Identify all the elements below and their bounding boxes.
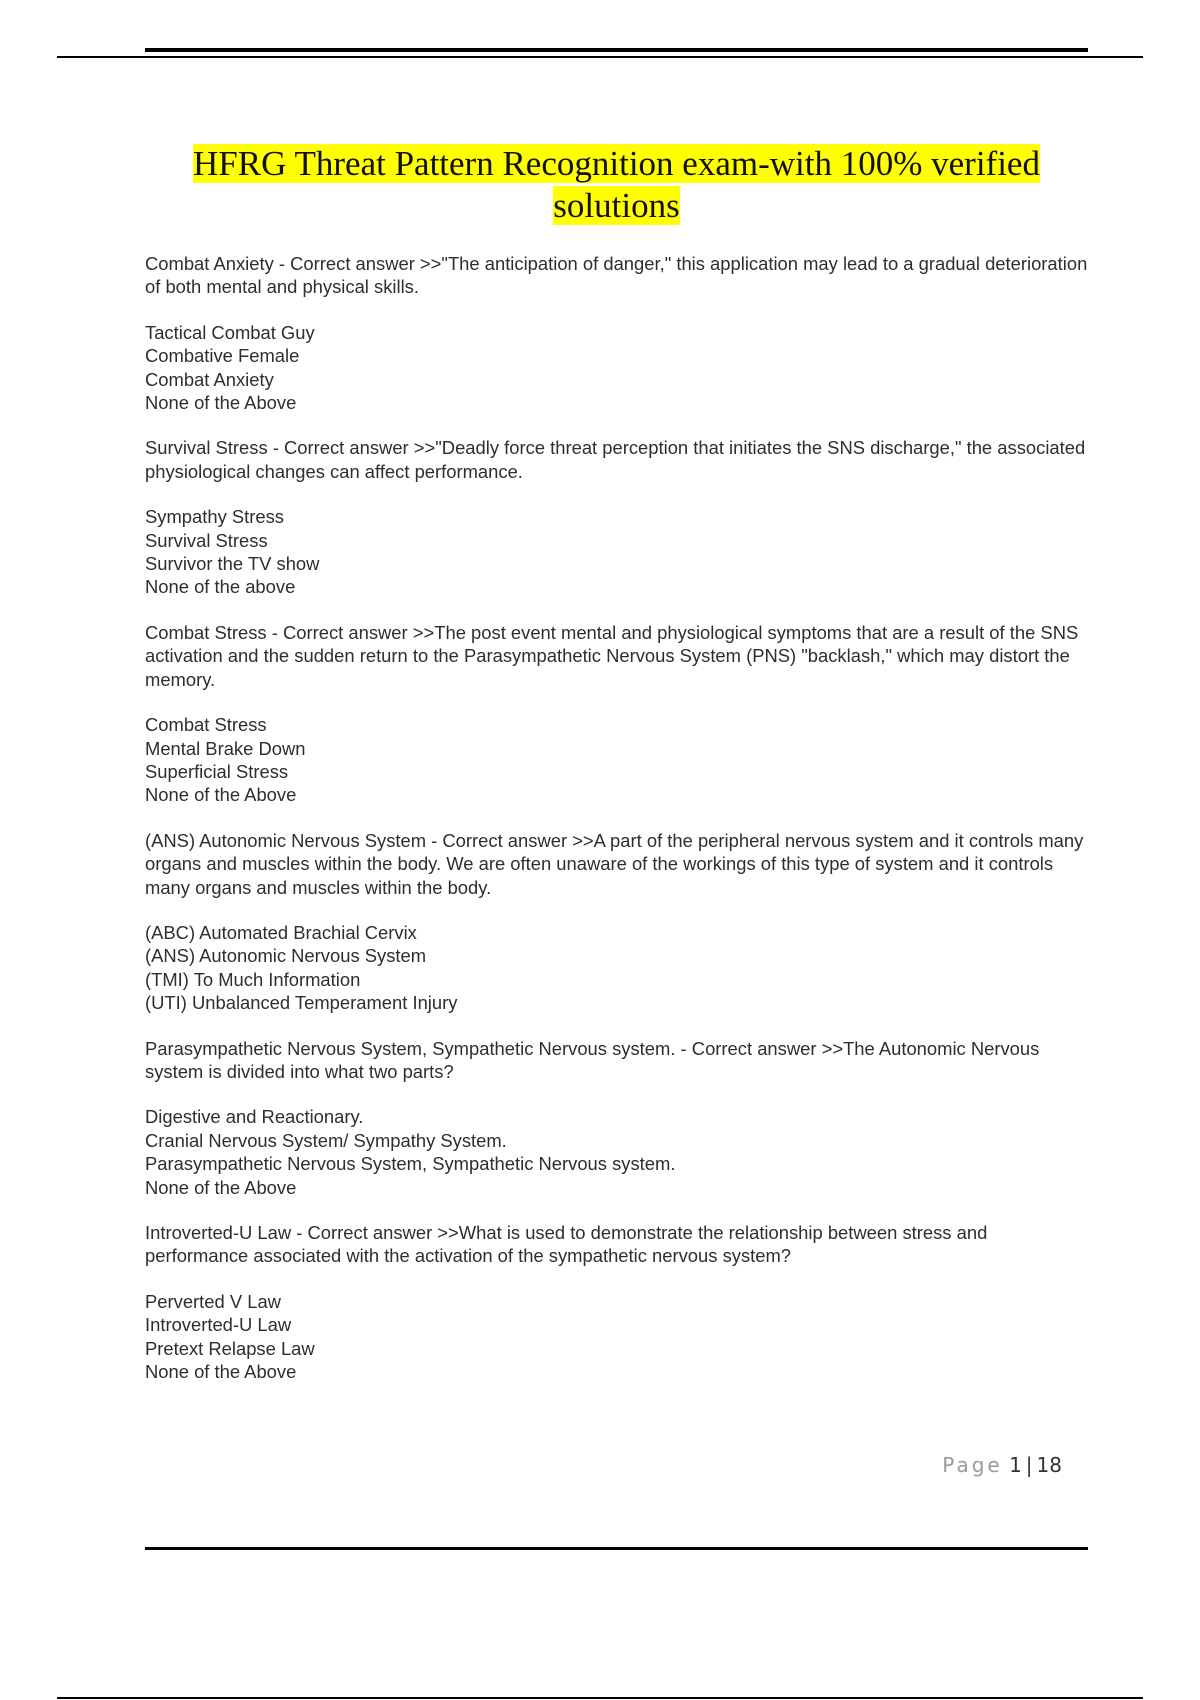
answer-option: Superficial Stress <box>145 760 289 782</box>
answer-option: Mental Brake Down <box>145 737 306 759</box>
question-text: Combat Anxiety - Correct answer >>"The anticipation of danger," this application may lead to a gradual deterioration of both mental and physical skills. <box>145 253 1088 298</box>
page-footer <box>942 1453 1062 1477</box>
question-block <box>145 621 1095 807</box>
question-block <box>145 1037 1095 1199</box>
answer-option: Combat Anxiety <box>145 368 274 390</box>
top-rule-thin <box>57 56 1143 58</box>
page-total: 18 <box>1036 1453 1062 1477</box>
document-title <box>145 143 1088 227</box>
answer-option: (ANS) Autonomic Nervous System <box>145 945 427 967</box>
answer-option: None of the Above <box>145 1361 297 1383</box>
answer-option: Perverted V Law <box>145 1290 281 1312</box>
answer-option: None of the Above <box>145 784 297 806</box>
answer-options <box>145 713 1095 807</box>
answer-option: (UTI) Unbalanced Temperament Injury <box>145 992 458 1014</box>
answer-option: Survival Stress <box>145 529 268 551</box>
answer-options <box>145 921 1095 1015</box>
answer-option: (TMI) To Much Information <box>145 968 361 990</box>
answer-option: Combat Stress <box>145 714 267 736</box>
answer-option: Tactical Combat Guy <box>145 321 315 343</box>
page-label: Page <box>942 1453 1003 1477</box>
answer-option: Digestive and Reactionary. <box>145 1106 364 1128</box>
answer-options <box>145 1290 1095 1384</box>
title-line-2: solutions <box>553 186 680 225</box>
answer-options <box>145 321 1095 415</box>
answer-option: Sympathy Stress <box>145 506 284 528</box>
question-text: Introverted-U Law - Correct answer >>What is used to demonstrate the relationship between stress and performance associated with the activation of the sympathetic nervous system? <box>145 1222 988 1267</box>
answer-option: Survivor the TV show <box>145 553 320 575</box>
answer-option: Introverted-U Law <box>145 1314 292 1336</box>
answer-option: Pretext Relapse Law <box>145 1337 315 1359</box>
answer-option: None of the Above <box>145 392 297 414</box>
question-list <box>145 252 1095 1405</box>
answer-option: Parasympathetic Nervous System, Sympathetic Nervous system. <box>145 1153 676 1175</box>
answer-option: None of the above <box>145 576 296 598</box>
page-separator: | <box>1025 1453 1033 1477</box>
title-line-1: HFRG Threat Pattern Recognition exam-with 100% verified <box>193 144 1040 183</box>
answer-option: (ABC) Automated Brachial Cervix <box>145 921 417 943</box>
question-block <box>145 252 1095 414</box>
bottom-rule-thick <box>145 1547 1088 1550</box>
top-rule-thick <box>145 48 1088 52</box>
question-block <box>145 1221 1095 1383</box>
bottom-rule-thin <box>57 1697 1143 1699</box>
question-block <box>145 436 1095 598</box>
page-number: 1 <box>1009 1453 1022 1477</box>
answer-option: None of the Above <box>145 1176 297 1198</box>
question-text: Survival Stress - Correct answer >>"Deadly force threat perception that initiates the SNS discharge," the associated physiological changes can affect performance. <box>145 437 1086 482</box>
answer-option: Cranial Nervous System/ Sympathy System. <box>145 1129 507 1151</box>
question-text: (ANS) Autonomic Nervous System - Correct answer >>A part of the peripheral nervous system and it controls many organs and muscles within the body. We are often unaware of the workings of this type of system and it controls many organs and muscles within the body. <box>145 829 1084 898</box>
answer-options <box>145 505 1095 599</box>
question-block <box>145 829 1095 1015</box>
question-text: Parasympathetic Nervous System, Sympathetic Nervous system. - Correct answer >>The Autonomic Nervous system is divided into what two parts? <box>145 1037 1040 1082</box>
question-text: Combat Stress - Correct answer >>The post event mental and physiological symptoms that are a result of the SNS activation and the sudden return to the Parasympathetic Nervous System (PNS) "backlash," which may distort the memory. <box>145 621 1079 690</box>
answer-option: Combative Female <box>145 345 300 367</box>
answer-options <box>145 1105 1095 1199</box>
